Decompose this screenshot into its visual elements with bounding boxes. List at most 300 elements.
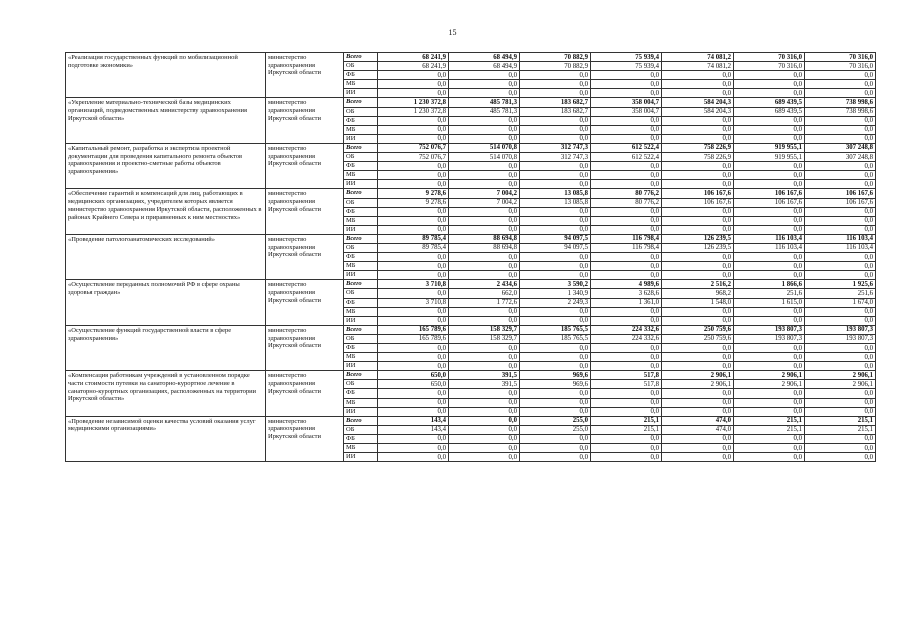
amount-cell: 0,0: [520, 398, 591, 407]
activity-name: «Обеспечение гарантий и компенсаций для лиц, работающих в медицинских организациях, учредителем которых является министерство здравоохранения Иркутской области, расположенных в районах Крайнего Севера и приравненных к ним местностях»: [66, 189, 266, 234]
amount-cell: 1 925,6: [805, 280, 876, 289]
amount-cell: 2 906,1: [734, 380, 805, 389]
amount-cell: 0,0: [520, 262, 591, 271]
table-row: [66, 98, 876, 107]
amount-cell: 0,0: [734, 134, 805, 143]
amount-cell: 0,0: [449, 171, 520, 180]
funding-source: Всего: [344, 325, 378, 334]
amount-cell: 0,0: [520, 307, 591, 316]
amount-cell: 312 747,3: [520, 153, 591, 162]
amount-cell: 0,0: [734, 398, 805, 407]
amount-cell: 0,0: [449, 80, 520, 89]
amount-cell: 1 615,0: [734, 298, 805, 307]
amount-cell: 0,0: [591, 225, 662, 234]
amount-cell: 391,5: [449, 380, 520, 389]
amount-cell: 0,0: [591, 180, 662, 189]
amount-cell: 0,0: [662, 162, 734, 171]
table-row: [66, 143, 876, 152]
amount-cell: 0,0: [449, 416, 520, 425]
amount-cell: 185 765,5: [520, 334, 591, 343]
amount-cell: 106 167,6: [662, 189, 734, 198]
amount-cell: 650,0: [378, 371, 449, 380]
amount-cell: 0,0: [734, 407, 805, 416]
amount-cell: 0,0: [662, 225, 734, 234]
amount-cell: 0,0: [591, 89, 662, 98]
funding-source: ИИ: [344, 180, 378, 189]
amount-cell: 0,0: [591, 398, 662, 407]
amount-cell: 0,0: [378, 362, 449, 371]
amount-cell: 517,8: [591, 371, 662, 380]
funding-source: ОБ: [344, 334, 378, 343]
amount-cell: 0,0: [378, 398, 449, 407]
amount-cell: 2 906,1: [805, 380, 876, 389]
amount-cell: 738 998,6: [805, 107, 876, 116]
amount-cell: 126 239,5: [662, 243, 734, 252]
amount-cell: 74 081,2: [662, 62, 734, 71]
amount-cell: 0,0: [734, 80, 805, 89]
amount-cell: 106 167,6: [734, 189, 805, 198]
amount-cell: 0,0: [734, 453, 805, 462]
amount-cell: 0,0: [520, 80, 591, 89]
amount-cell: 215,1: [591, 425, 662, 434]
amount-cell: 0,0: [591, 344, 662, 353]
amount-cell: 0,0: [378, 162, 449, 171]
amount-cell: 185 765,5: [520, 325, 591, 334]
amount-cell: 0,0: [591, 116, 662, 125]
amount-cell: 0,0: [591, 316, 662, 325]
amount-cell: 0,0: [805, 89, 876, 98]
amount-cell: 215,1: [591, 416, 662, 425]
amount-cell: 255,0: [520, 416, 591, 425]
amount-cell: 0,0: [378, 453, 449, 462]
amount-cell: 0,0: [378, 271, 449, 280]
activity-name: «Проведение независимой оценки качества условий оказания услуг медицинскими организациями»: [66, 416, 266, 461]
amount-cell: 13 085,8: [520, 198, 591, 207]
amount-cell: 70 882,9: [520, 62, 591, 71]
amount-cell: 0,0: [805, 444, 876, 453]
amount-cell: 0,0: [378, 434, 449, 443]
amount-cell: 0,0: [734, 444, 805, 453]
funding-source: ОБ: [344, 153, 378, 162]
amount-cell: 250 759,6: [662, 334, 734, 343]
amount-cell: 4 989,6: [591, 280, 662, 289]
funding-source: Всего: [344, 98, 378, 107]
amount-cell: 0,0: [449, 71, 520, 80]
amount-cell: 0,0: [378, 216, 449, 225]
amount-cell: 0,0: [378, 344, 449, 353]
amount-cell: 312 747,3: [520, 143, 591, 152]
amount-cell: 758 226,9: [662, 143, 734, 152]
amount-cell: 251,6: [805, 289, 876, 298]
amount-cell: 193 807,3: [805, 334, 876, 343]
amount-cell: 0,0: [378, 89, 449, 98]
funding-source: Всего: [344, 53, 378, 62]
amount-cell: 116 103,4: [734, 243, 805, 252]
amount-cell: 0,0: [805, 307, 876, 316]
amount-cell: 0,0: [662, 307, 734, 316]
amount-cell: 752 076,7: [378, 143, 449, 152]
amount-cell: 0,0: [591, 271, 662, 280]
amount-cell: 738 998,6: [805, 98, 876, 107]
amount-cell: 1 230 372,8: [378, 107, 449, 116]
amount-cell: 0,0: [449, 271, 520, 280]
amount-cell: 0,0: [520, 116, 591, 125]
amount-cell: 0,0: [449, 444, 520, 453]
amount-cell: 0,0: [734, 362, 805, 371]
amount-cell: 0,0: [662, 271, 734, 280]
amount-cell: 0,0: [591, 134, 662, 143]
amount-cell: 1 674,0: [805, 298, 876, 307]
amount-cell: 0,0: [520, 71, 591, 80]
funding-source: ИИ: [344, 134, 378, 143]
amount-cell: 0,0: [734, 89, 805, 98]
amount-cell: 116 103,4: [734, 234, 805, 243]
amount-cell: 0,0: [520, 344, 591, 353]
amount-cell: 0,0: [805, 171, 876, 180]
amount-cell: 0,0: [449, 162, 520, 171]
amount-cell: 0,0: [520, 225, 591, 234]
amount-cell: 0,0: [520, 389, 591, 398]
table-row: [66, 53, 876, 62]
funding-source: МБ: [344, 307, 378, 316]
funding-source: Всего: [344, 189, 378, 198]
funding-source: ИИ: [344, 89, 378, 98]
responsible-executor: министерство здравоохранения Иркутской области: [266, 98, 344, 143]
amount-cell: 758 226,9: [662, 153, 734, 162]
amount-cell: 0,0: [734, 253, 805, 262]
amount-cell: 75 939,4: [591, 62, 662, 71]
amount-cell: 0,0: [662, 216, 734, 225]
amount-cell: 0,0: [378, 262, 449, 271]
amount-cell: 193 807,3: [734, 325, 805, 334]
amount-cell: 0,0: [805, 125, 876, 134]
amount-cell: 3 710,8: [378, 298, 449, 307]
amount-cell: 0,0: [805, 398, 876, 407]
amount-cell: 0,0: [805, 116, 876, 125]
funding-source: ФБ: [344, 253, 378, 262]
amount-cell: 0,0: [449, 434, 520, 443]
amount-cell: 70 316,0: [805, 62, 876, 71]
amount-cell: 0,0: [734, 216, 805, 225]
amount-cell: 0,0: [449, 125, 520, 134]
amount-cell: 0,0: [662, 362, 734, 371]
responsible-executor: министерство здравоохранения Иркутской области: [266, 325, 344, 370]
funding-source: ИИ: [344, 316, 378, 325]
amount-cell: 650,0: [378, 380, 449, 389]
amount-cell: 0,0: [734, 389, 805, 398]
amount-cell: 391,5: [449, 371, 520, 380]
amount-cell: 0,0: [520, 89, 591, 98]
amount-cell: 183 682,7: [520, 98, 591, 107]
amount-cell: 0,0: [734, 316, 805, 325]
amount-cell: 474,0: [662, 416, 734, 425]
amount-cell: 0,0: [378, 80, 449, 89]
amount-cell: 0,0: [734, 71, 805, 80]
amount-cell: 1 230 372,8: [378, 98, 449, 107]
amount-cell: 0,0: [662, 453, 734, 462]
responsible-executor: министерство здравоохранения Иркутской области: [266, 234, 344, 279]
amount-cell: 969,6: [520, 371, 591, 380]
amount-cell: 0,0: [591, 307, 662, 316]
responsible-executor: министерство здравоохранения Иркутской области: [266, 143, 344, 188]
activity-name: «Компенсация работникам учреждений в установленном порядке части стоимости путевки на санаторно-курортное лечение в санаторно-курортных организациях, расположенных на территории Иркутской области»: [66, 371, 266, 416]
funding-source: ФБ: [344, 434, 378, 443]
amount-cell: 0,0: [520, 180, 591, 189]
funding-source: ФБ: [344, 298, 378, 307]
amount-cell: 0,0: [520, 316, 591, 325]
amount-cell: 0,0: [520, 125, 591, 134]
amount-cell: 0,0: [520, 271, 591, 280]
activity-name: «Укрепление материально-технической базы медицинских организаций, подведомственных министерству здравоохранения Иркутской области»: [66, 98, 266, 143]
amount-cell: 0,0: [449, 344, 520, 353]
amount-cell: 0,0: [520, 407, 591, 416]
amount-cell: 0,0: [449, 389, 520, 398]
table-row: [66, 189, 876, 198]
amount-cell: 0,0: [449, 180, 520, 189]
amount-cell: 0,0: [662, 180, 734, 189]
responsible-executor: министерство здравоохранения Иркутской области: [266, 189, 344, 234]
amount-cell: 969,6: [520, 380, 591, 389]
amount-cell: 0,0: [734, 171, 805, 180]
amount-cell: 0,0: [805, 216, 876, 225]
amount-cell: 0,0: [805, 225, 876, 234]
amount-cell: 70 316,0: [734, 53, 805, 62]
amount-cell: 0,0: [378, 171, 449, 180]
amount-cell: 75 939,4: [591, 53, 662, 62]
amount-cell: 485 781,3: [449, 98, 520, 107]
amount-cell: 215,1: [805, 425, 876, 434]
amount-cell: 0,0: [662, 353, 734, 362]
amount-cell: 0,0: [734, 116, 805, 125]
amount-cell: 68 494,9: [449, 62, 520, 71]
funding-source: ОБ: [344, 380, 378, 389]
amount-cell: 0,0: [449, 262, 520, 271]
amount-cell: 968,2: [662, 289, 734, 298]
amount-cell: 0,0: [591, 80, 662, 89]
amount-cell: 514 070,8: [449, 153, 520, 162]
amount-cell: 0,0: [734, 262, 805, 271]
amount-cell: 106 167,6: [662, 198, 734, 207]
amount-cell: 0,0: [378, 134, 449, 143]
amount-cell: 0,0: [378, 116, 449, 125]
funding-source: Всего: [344, 280, 378, 289]
amount-cell: 80 776,2: [591, 198, 662, 207]
funding-source: Всего: [344, 371, 378, 380]
activity-name: «Реализация государственных функций по мобилизационной подготовке экономики»: [66, 53, 266, 98]
funding-source: ИИ: [344, 362, 378, 371]
amount-cell: 0,0: [520, 353, 591, 362]
amount-cell: 0,0: [662, 262, 734, 271]
amount-cell: 0,0: [449, 89, 520, 98]
amount-cell: 0,0: [662, 316, 734, 325]
amount-cell: 158 329,7: [449, 334, 520, 343]
amount-cell: 74 081,2: [662, 53, 734, 62]
amount-cell: 358 004,7: [591, 107, 662, 116]
funding-source: МБ: [344, 80, 378, 89]
amount-cell: 584 204,3: [662, 107, 734, 116]
amount-cell: 215,1: [734, 416, 805, 425]
funding-source: МБ: [344, 125, 378, 134]
amount-cell: 68 241,9: [378, 53, 449, 62]
amount-cell: 7 004,2: [449, 198, 520, 207]
amount-cell: 0,0: [662, 434, 734, 443]
amount-cell: 358 004,7: [591, 98, 662, 107]
amount-cell: 612 522,4: [591, 153, 662, 162]
amount-cell: 0,0: [805, 316, 876, 325]
amount-cell: 143,4: [378, 416, 449, 425]
amount-cell: 0,0: [449, 216, 520, 225]
amount-cell: 919 955,1: [734, 153, 805, 162]
amount-cell: 0,0: [378, 253, 449, 262]
amount-cell: 0,0: [734, 125, 805, 134]
amount-cell: 0,0: [449, 307, 520, 316]
amount-cell: 0,0: [449, 225, 520, 234]
amount-cell: 126 239,5: [662, 234, 734, 243]
amount-cell: 143,4: [378, 425, 449, 434]
amount-cell: 116 103,4: [805, 243, 876, 252]
amount-cell: 0,0: [805, 407, 876, 416]
amount-cell: 183 682,7: [520, 107, 591, 116]
amount-cell: 106 167,6: [805, 198, 876, 207]
amount-cell: 689 439,5: [734, 107, 805, 116]
amount-cell: 0,0: [520, 362, 591, 371]
table-row: [66, 280, 876, 289]
amount-cell: 1 361,0: [591, 298, 662, 307]
funding-source: ОБ: [344, 243, 378, 252]
amount-cell: 474,0: [662, 425, 734, 434]
funding-source: ОБ: [344, 107, 378, 116]
table-row: [66, 416, 876, 425]
amount-cell: 0,0: [591, 444, 662, 453]
amount-cell: 0,0: [662, 253, 734, 262]
amount-cell: 0,0: [591, 253, 662, 262]
amount-cell: 0,0: [805, 344, 876, 353]
funding-source: ФБ: [344, 207, 378, 216]
amount-cell: 13 085,8: [520, 189, 591, 198]
amount-cell: 88 694,8: [449, 234, 520, 243]
amount-cell: 2 906,1: [734, 371, 805, 380]
amount-cell: 0,0: [378, 307, 449, 316]
amount-cell: 0,0: [734, 307, 805, 316]
amount-cell: 0,0: [591, 362, 662, 371]
amount-cell: 3 710,8: [378, 280, 449, 289]
amount-cell: 250 759,6: [662, 325, 734, 334]
amount-cell: 255,0: [520, 425, 591, 434]
amount-cell: 0,0: [734, 353, 805, 362]
responsible-executor: министерство здравоохранения Иркутской области: [266, 416, 344, 461]
amount-cell: 88 694,8: [449, 243, 520, 252]
amount-cell: 0,0: [805, 262, 876, 271]
amount-cell: 0,0: [520, 444, 591, 453]
amount-cell: 0,0: [805, 207, 876, 216]
amount-cell: 116 103,4: [805, 234, 876, 243]
funding-source: МБ: [344, 262, 378, 271]
responsible-executor: министерство здравоохранения Иркутской области: [266, 53, 344, 98]
amount-cell: 2 906,1: [805, 371, 876, 380]
funding-source: ИИ: [344, 225, 378, 234]
amount-cell: 215,1: [805, 416, 876, 425]
amount-cell: 0,0: [520, 171, 591, 180]
amount-cell: 0,0: [520, 134, 591, 143]
amount-cell: 0,0: [449, 398, 520, 407]
amount-cell: 0,0: [449, 425, 520, 434]
funding-source: ФБ: [344, 344, 378, 353]
amount-cell: 7 004,2: [449, 189, 520, 198]
amount-cell: 116 798,4: [591, 243, 662, 252]
funding-source: Всего: [344, 416, 378, 425]
amount-cell: 193 807,3: [805, 325, 876, 334]
amount-cell: 215,1: [734, 425, 805, 434]
amount-cell: 158 329,7: [449, 325, 520, 334]
amount-cell: 0,0: [378, 225, 449, 234]
amount-cell: 106 167,6: [734, 198, 805, 207]
amount-cell: 919 955,1: [734, 143, 805, 152]
amount-cell: 0,0: [378, 71, 449, 80]
amount-cell: 0,0: [805, 453, 876, 462]
page-number: 15: [448, 28, 457, 37]
amount-cell: 0,0: [805, 71, 876, 80]
funding-source: ИИ: [344, 271, 378, 280]
amount-cell: 3 628,6: [591, 289, 662, 298]
amount-cell: 1 866,6: [734, 280, 805, 289]
funding-source: ИИ: [344, 453, 378, 462]
table-row: [66, 325, 876, 334]
funding-source: ФБ: [344, 116, 378, 125]
funding-source: ОБ: [344, 425, 378, 434]
amount-cell: 0,0: [378, 353, 449, 362]
amount-cell: 0,0: [805, 80, 876, 89]
amount-cell: 1 548,0: [662, 298, 734, 307]
amount-cell: 0,0: [805, 362, 876, 371]
amount-cell: 0,0: [591, 162, 662, 171]
amount-cell: 0,0: [734, 271, 805, 280]
amount-cell: 224 332,6: [591, 325, 662, 334]
amount-cell: 0,0: [520, 253, 591, 262]
amount-cell: 0,0: [734, 434, 805, 443]
amount-cell: 9 278,6: [378, 198, 449, 207]
amount-cell: 0,0: [591, 125, 662, 134]
amount-cell: 70 316,0: [805, 53, 876, 62]
amount-cell: 0,0: [378, 407, 449, 416]
funding-source: МБ: [344, 398, 378, 407]
amount-cell: 0,0: [805, 134, 876, 143]
amount-cell: 89 785,4: [378, 234, 449, 243]
amount-cell: 0,0: [662, 89, 734, 98]
amount-cell: 0,0: [805, 271, 876, 280]
amount-cell: 0,0: [591, 262, 662, 271]
amount-cell: 0,0: [805, 353, 876, 362]
amount-cell: 0,0: [662, 134, 734, 143]
amount-cell: 0,0: [734, 225, 805, 234]
amount-cell: 0,0: [591, 434, 662, 443]
amount-cell: 0,0: [734, 207, 805, 216]
amount-cell: 612 522,4: [591, 143, 662, 152]
amount-cell: 752 076,7: [378, 153, 449, 162]
funding-source: ОБ: [344, 198, 378, 207]
amount-cell: 0,0: [449, 116, 520, 125]
amount-cell: 0,0: [520, 162, 591, 171]
amount-cell: 0,0: [662, 207, 734, 216]
amount-cell: 307 248,8: [805, 143, 876, 152]
amount-cell: 0,0: [449, 407, 520, 416]
amount-cell: 0,0: [662, 171, 734, 180]
amount-cell: 224 332,6: [591, 334, 662, 343]
amount-cell: 94 097,5: [520, 243, 591, 252]
amount-cell: 0,0: [662, 80, 734, 89]
amount-cell: 0,0: [449, 453, 520, 462]
amount-cell: 485 781,3: [449, 107, 520, 116]
amount-cell: 1 340,9: [520, 289, 591, 298]
